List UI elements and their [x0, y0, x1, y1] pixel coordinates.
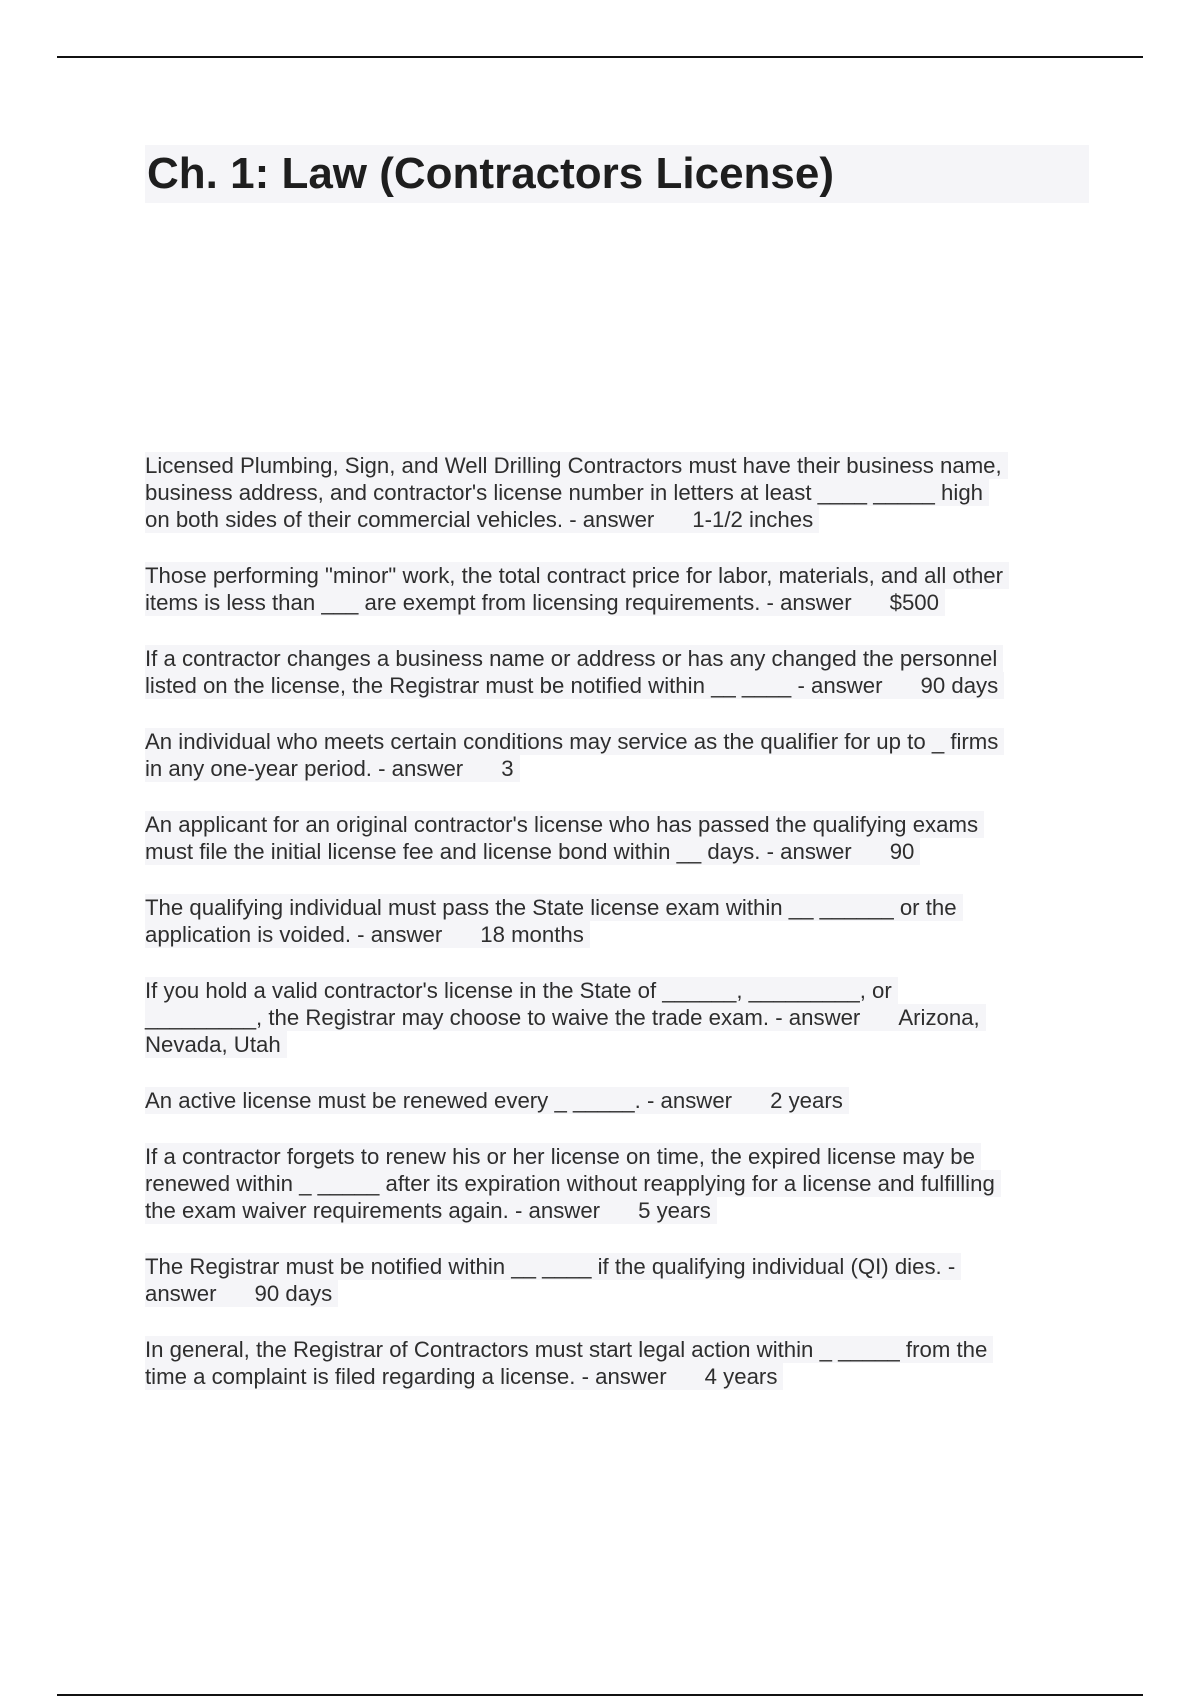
question-line: An applicant for an original contractor's license who has passed the qualifying exams: [145, 811, 984, 838]
question-text: An active license must be renewed every _ _____. - answer: [145, 1088, 733, 1113]
question-line: If a contractor forgets to renew his or her license on time, the expired license may be: [145, 1143, 981, 1170]
question-text: _________, the Registrar may choose to waive the trade exam. - answer: [145, 1005, 861, 1030]
question-line: [145, 1280, 338, 1307]
question-line: [145, 1087, 849, 1114]
question-text: must file the initial license fee and license bond within __ days. - answer: [145, 839, 852, 864]
question-line: [145, 1197, 717, 1224]
answer-text: 18 months: [480, 922, 584, 947]
question-line: Licensed Plumbing, Sign, and Well Drilling Contractors must have their business name,: [145, 452, 1008, 479]
question-line: [145, 1004, 986, 1031]
question-line: An individual who meets certain conditions may service as the qualifier for up to _ firms: [145, 728, 1004, 755]
answer-text: 1-1/2 inches: [692, 507, 814, 532]
flashcard: [145, 894, 1089, 948]
answer-text: 90: [889, 839, 915, 864]
answer-text: Arizona,: [898, 1005, 980, 1030]
page-title: Ch. 1: Law (Contractors License): [147, 149, 835, 198]
question-line: business address, and contractor's license number in letters at least ____ _____ high: [145, 479, 989, 506]
flashcard: [145, 811, 1089, 865]
flashcard: [145, 1087, 1089, 1114]
question-line: The qualifying individual must pass the State license exam within __ ______ or the: [145, 894, 963, 921]
flashcard: [145, 1253, 1089, 1307]
answer-text: 5 years: [638, 1198, 711, 1223]
question-line: [145, 589, 945, 616]
question-line: renewed within _ _____ after its expiration without reapplying for a license and fulfilling: [145, 1170, 1001, 1197]
question-line: [145, 506, 819, 533]
question-line: [145, 672, 1004, 699]
question-text: application is voided. - answer: [145, 922, 443, 947]
question-line: [145, 755, 520, 782]
question-text: time a complaint is filed regarding a license. - answer: [145, 1364, 667, 1389]
answer-continuation: Nevada, Utah: [145, 1031, 287, 1058]
answer-text: 90 days: [920, 673, 999, 698]
top-divider: [57, 56, 1143, 58]
question-line: [145, 838, 920, 865]
question-text: the exam waiver requirements again. - answer: [145, 1198, 601, 1223]
question-text: items is less than ___ are exempt from licensing requirements. - answer: [145, 590, 852, 615]
answer-text: $500: [889, 590, 939, 615]
question-text: answer: [145, 1281, 217, 1306]
answer-text: 2 years: [770, 1088, 843, 1113]
question-line: If you hold a valid contractor's license in the State of ______, _________, or: [145, 977, 898, 1004]
question-line: If a contractor changes a business name or address or has any changed the personnel: [145, 645, 1003, 672]
answer-text: 3: [501, 756, 514, 781]
flashcard: [145, 645, 1089, 699]
bottom-divider: [57, 1694, 1143, 1696]
flashcard: [145, 562, 1089, 616]
title-block: [145, 145, 1089, 203]
answer-text: 90 days: [254, 1281, 333, 1306]
flashcard: [145, 728, 1089, 782]
question-line: In general, the Registrar of Contractors must start legal action within _ _____ from the: [145, 1336, 993, 1363]
question-text: in any one-year period. - answer: [145, 756, 464, 781]
question-text: on both sides of their commercial vehicles. - answer: [145, 507, 655, 532]
flashcard-list: [145, 452, 1089, 1419]
question-text: listed on the license, the Registrar must be notified within __ ____ - answer: [145, 673, 883, 698]
flashcard: [145, 452, 1089, 533]
question-line: [145, 1363, 783, 1390]
question-line: Those performing "minor" work, the total contract price for labor, materials, and all other: [145, 562, 1009, 589]
question-line: [145, 921, 590, 948]
answer-text: 4 years: [704, 1364, 778, 1389]
flashcard: [145, 1143, 1089, 1224]
flashcard: [145, 977, 1089, 1058]
question-line: The Registrar must be notified within __ ____ if the qualifying individual (QI) dies. -: [145, 1253, 961, 1280]
flashcard: [145, 1336, 1089, 1390]
